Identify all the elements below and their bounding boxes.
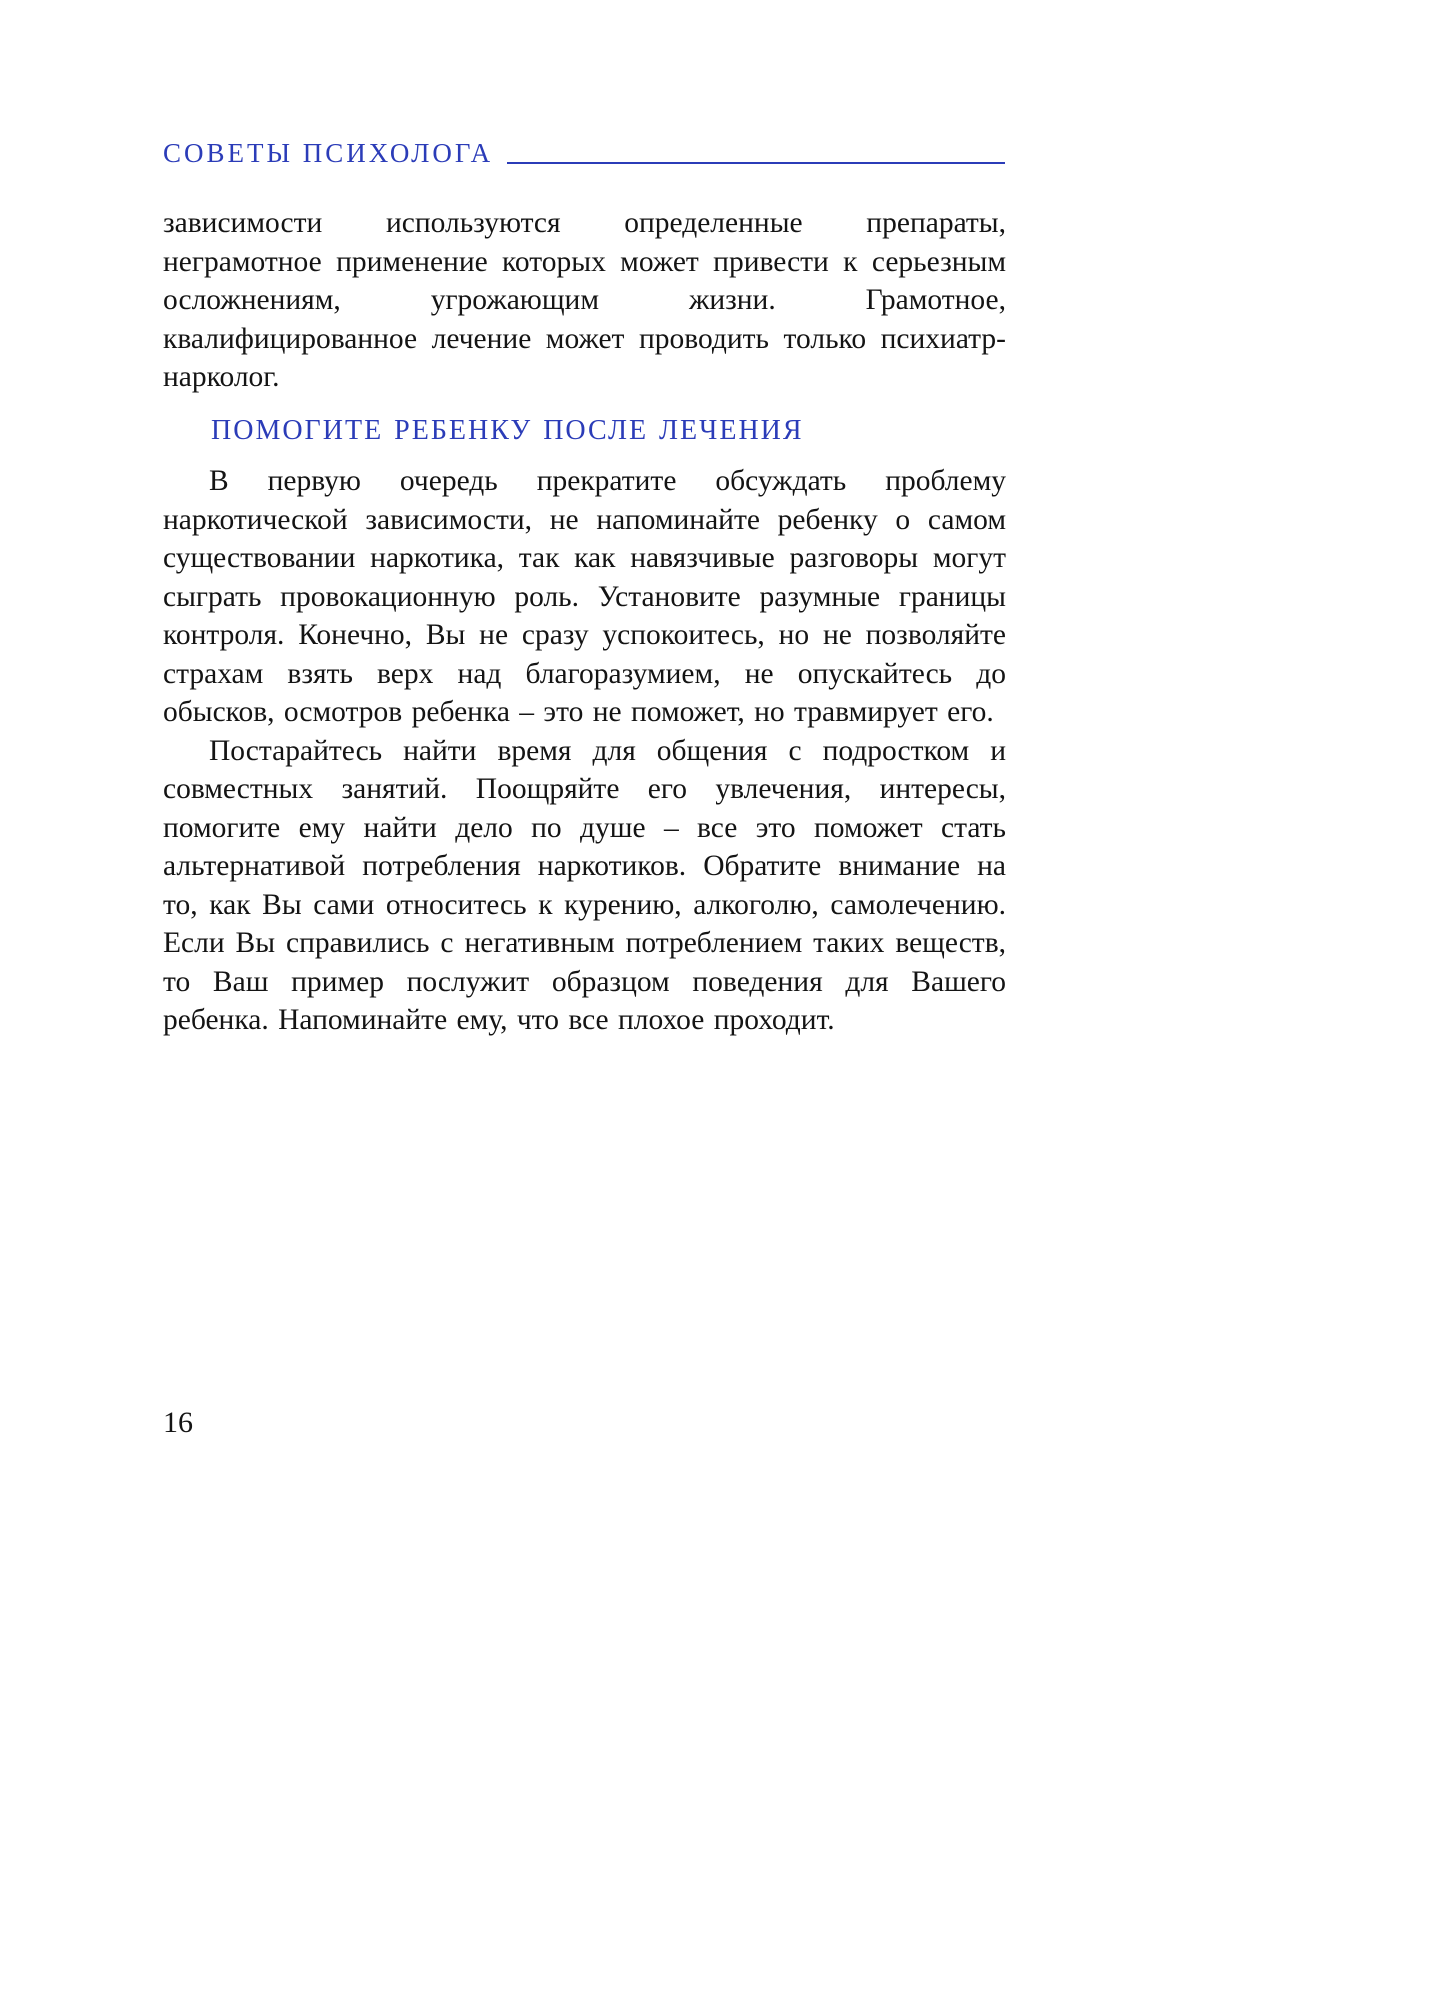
- running-header: [163, 138, 1005, 169]
- running-header-title: СОВЕТЫ ПСИХОЛОГА: [163, 138, 494, 168]
- paragraph: Постарайтесь найти время для общения с подростком и совместных занятий. Поощряйте его увлечения, интересы, помогите ему найти дело по душе – все это поможет стать альтернативой потребления наркотиков. Обратите внимание на то, как Вы сами относитесь к курению, алкоголю, самолечению. Если Вы справились с негативным потреблением таких веществ, то Ваш пример послужит образцом поведения для Вашего ребенка. Напоминайте ему, что все плохое проходит.: [163, 734, 1006, 1036]
- paragraph-continuation: зависимости используются определенные препараты, неграмотное применение которых может привести к серьезным осложнениям, угрожающим жизни. Грамотное, квалифицированное лечение может проводить только психиатр-нарколог.: [163, 207, 1006, 393]
- paragraph: В первую очередь прекратите обсуждать проблему наркотической зависимости, не напоминайте ребенку о самом существовании наркотика, так как навязчивые разговоры могут сыграть провокационную роль. Установите разумные границы контроля. Конечно, Вы не сразу успокоитесь, но не позволяйте страхам взять верх над благоразумием, не опускайтесь до обысков, осмотров ребенка – это не поможет, но травмирует его.: [163, 465, 1006, 728]
- page-footer: [163, 1406, 193, 1440]
- header-rule: [507, 162, 1005, 164]
- section-heading: ПОМОГИТЕ РЕБЕНКУ ПОСЛЕ ЛЕЧЕНИЯ: [211, 414, 804, 446]
- page-number: 16: [163, 1406, 193, 1439]
- page-content: [163, 204, 1006, 1040]
